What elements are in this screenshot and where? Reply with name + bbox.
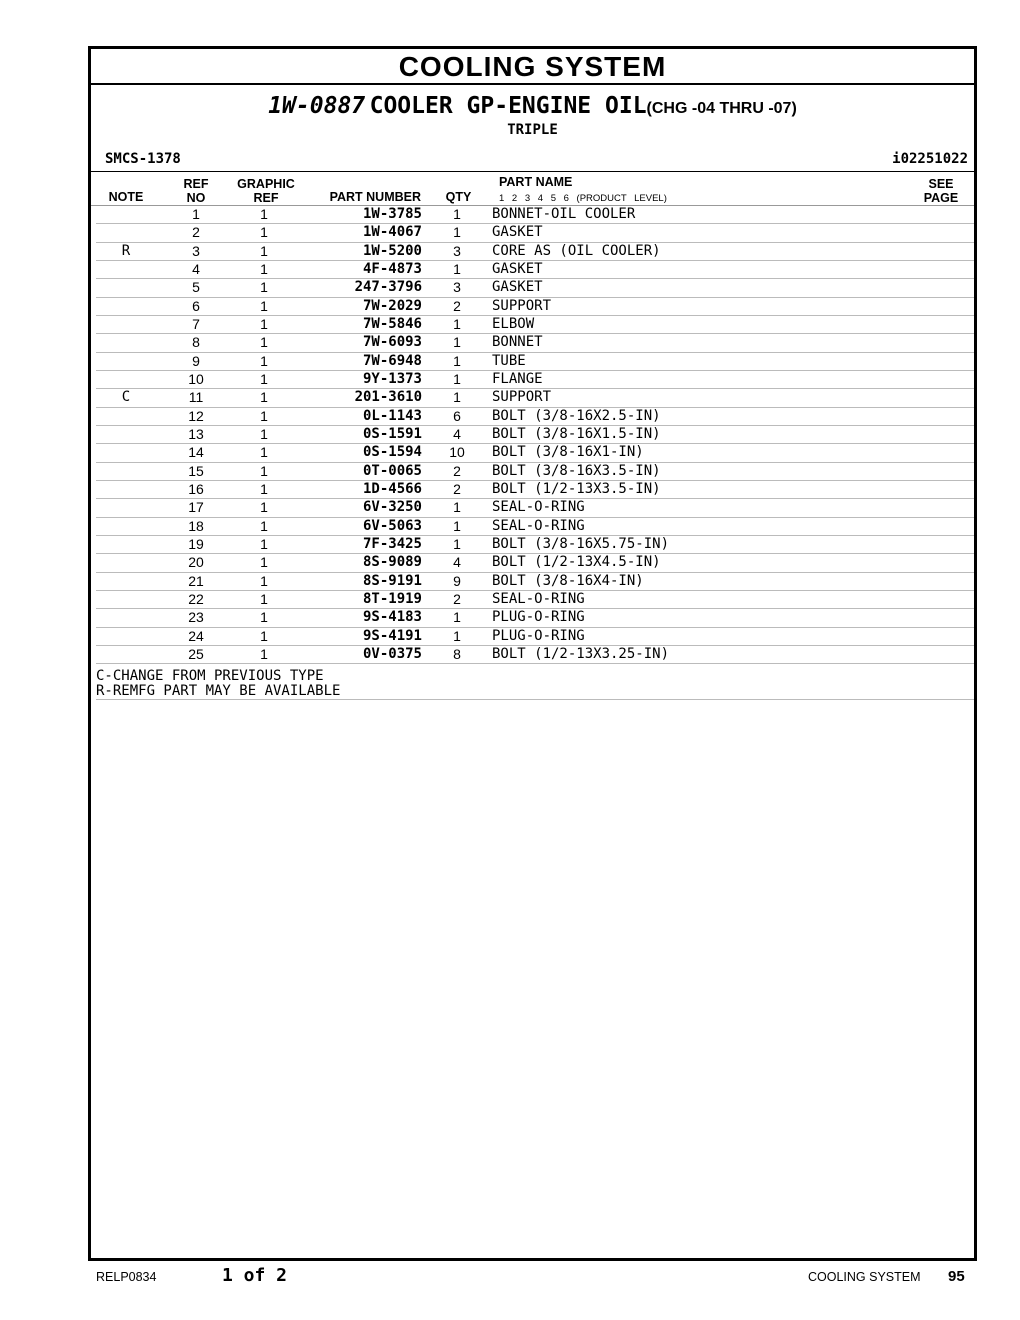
cell-note [96,535,156,553]
parts-table [96,206,974,664]
cell-qty: 2 [422,480,492,498]
cell-graphic-ref: 1 [236,425,292,443]
cell-part-name: SEAL-O-RING [492,499,974,517]
group-serial-range: (CHG -04 THRU -07) [646,100,797,117]
cell-graphic-ref: 1 [236,370,292,388]
cell-graphic-ref: 1 [236,352,292,370]
table-row [96,279,974,297]
cell-note [96,425,156,443]
table-row [96,260,974,278]
cell-part-name: BOLT (3/8-16X1-IN) [492,444,974,462]
cell-ref-no: 17 [156,499,236,517]
col-header-ref-bottom: NO [186,191,206,205]
col-header-ref-top: REF [183,177,209,191]
cell-note [96,590,156,608]
cell-ref-no: 22 [156,590,236,608]
cell-part-name: GASKET [492,279,974,297]
table-row [96,627,974,645]
cell-ref-no: 7 [156,315,236,333]
cell-graphic-ref: 1 [236,590,292,608]
footer-page-of: 1 of 2 [222,1265,288,1286]
cell-part-name: TUBE [492,352,974,370]
cell-graphic-ref: 1 [236,645,292,663]
group-number: 1W-0887 [268,93,366,119]
col-header-see-top: SEE [928,177,954,191]
cell-ref-no: 8 [156,334,236,352]
cell-part-name: CORE AS (OIL COOLER) [492,242,974,260]
cell-part-name: BONNET-OIL COOLER [492,206,974,224]
table-row [96,462,974,480]
legend-remfg: R-REMFG PART MAY BE AVAILABLE [96,683,341,699]
cell-part-name: BOLT (3/8-16X3.5-IN) [492,462,974,480]
cell-ref-no: 15 [156,462,236,480]
cell-ref-no: 13 [156,425,236,443]
cell-qty: 4 [422,554,492,572]
table-row [96,334,974,352]
cell-part-name: SUPPORT [492,297,974,315]
cell-part-number: 7W-5846 [292,315,422,333]
group-title [91,93,974,119]
cell-part-number: 6V-3250 [292,499,422,517]
cell-part-number: 7W-2029 [292,297,422,315]
cell-graphic-ref: 1 [236,242,292,260]
cell-part-name: SEAL-O-RING [492,517,974,535]
cell-note [96,297,156,315]
cell-part-number: 4F-4873 [292,260,422,278]
cell-part-name: SUPPORT [492,389,974,407]
cell-qty: 2 [422,297,492,315]
cell-part-number: 8S-9191 [292,572,422,590]
smcs-code: SMCS-1378 [105,151,181,167]
cell-qty: 3 [422,242,492,260]
table-row [96,554,974,572]
col-header-ref [156,177,236,205]
cell-note: R [96,242,156,260]
group-subtitle: TRIPLE [507,122,558,138]
cell-part-name: ELBOW [492,315,974,333]
cell-qty: 10 [422,444,492,462]
cell-part-number: 1W-3785 [292,206,422,224]
cell-qty: 1 [422,260,492,278]
cell-ref-no: 4 [156,260,236,278]
table-row [96,370,974,388]
cell-ref-no: 14 [156,444,236,462]
cell-graphic-ref: 1 [236,499,292,517]
cell-qty: 1 [422,315,492,333]
cell-part-number: 6V-5063 [292,517,422,535]
cell-part-name: BOLT (3/8-16X5.75-IN) [492,535,974,553]
cell-ref-no: 23 [156,609,236,627]
table-row [96,242,974,260]
cell-qty: 1 [422,224,492,242]
cell-note [96,224,156,242]
cell-part-name: BOLT (3/8-16X1.5-IN) [492,425,974,443]
cell-graphic-ref: 1 [236,627,292,645]
cell-qty: 1 [422,517,492,535]
cell-part-name: PLUG-O-RING [492,627,974,645]
table-row [96,352,974,370]
cell-part-number: 1D-4566 [292,480,422,498]
cell-part-number: 1W-4067 [292,224,422,242]
cell-graphic-ref: 1 [236,334,292,352]
cell-ref-no: 20 [156,554,236,572]
section-title: COOLING SYSTEM [91,49,974,85]
col-header-see-page [911,177,971,205]
cell-note [96,334,156,352]
table-row [96,389,974,407]
col-header-note: NOTE [108,190,144,204]
cell-graphic-ref: 1 [236,517,292,535]
cell-ref-no: 5 [156,279,236,297]
col-header-graphic-top: GRAPHIC [237,177,295,191]
cell-graphic-ref: 1 [236,260,292,278]
cell-note [96,627,156,645]
cell-part-name: BOLT (1/2-13X3.5-IN) [492,480,974,498]
group-name: COOLER GP-ENGINE OIL [369,93,647,119]
cell-ref-no: 9 [156,352,236,370]
cell-part-name: PLUG-O-RING [492,609,974,627]
cell-ref-no: 16 [156,480,236,498]
cell-qty: 2 [422,462,492,480]
cell-graphic-ref: 1 [236,535,292,553]
cell-part-number: 1W-5200 [292,242,422,260]
cell-graphic-ref: 1 [236,224,292,242]
cell-note [96,609,156,627]
product-level-scale: 1 2 3 4 5 6 (PRODUCT LEVEL) [499,193,667,204]
cell-ref-no: 11 [156,389,236,407]
cell-graphic-ref: 1 [236,407,292,425]
cell-qty: 1 [422,609,492,627]
cell-graphic-ref: 1 [236,462,292,480]
table-row [96,206,974,224]
cell-part-number: 0T-0065 [292,462,422,480]
cell-qty: 1 [422,535,492,553]
table-row [96,425,974,443]
table-row [96,535,974,553]
cell-graphic-ref: 1 [236,206,292,224]
cell-ref-no: 10 [156,370,236,388]
cell-part-number: 7W-6093 [292,334,422,352]
cell-graphic-ref: 1 [236,279,292,297]
cell-part-number: 9S-4191 [292,627,422,645]
cell-ref-no: 19 [156,535,236,553]
cell-note [96,572,156,590]
cell-part-number: 0S-1594 [292,444,422,462]
cell-note: C [96,389,156,407]
cell-part-name: BOLT (3/8-16X2.5-IN) [492,407,974,425]
cell-ref-no: 6 [156,297,236,315]
cell-part-number: 0S-1591 [292,425,422,443]
cell-qty: 1 [422,352,492,370]
cell-ref-no: 3 [156,242,236,260]
cell-ref-no: 18 [156,517,236,535]
cell-qty: 3 [422,279,492,297]
cell-qty: 9 [422,572,492,590]
cell-ref-no: 21 [156,572,236,590]
table-row [96,499,974,517]
cell-part-number: 8T-1919 [292,590,422,608]
table-row [96,517,974,535]
cell-part-number: 201-3610 [292,389,422,407]
cell-qty: 6 [422,407,492,425]
col-header-part-name: PART NAME [499,175,573,189]
col-header-graphic-ref [231,177,301,205]
cell-ref-no: 24 [156,627,236,645]
cell-graphic-ref: 1 [236,444,292,462]
cell-part-name: BOLT (3/8-16X4-IN) [492,572,974,590]
cell-graphic-ref: 1 [236,315,292,333]
cell-qty: 1 [422,627,492,645]
table-row [96,297,974,315]
footer-doc-id: RELP0834 [96,1270,157,1284]
cell-part-number: 9Y-1373 [292,370,422,388]
parts-table-body [96,206,974,664]
footer-page-number: 95 [948,1268,965,1285]
cell-ref-no: 2 [156,224,236,242]
cell-part-number: 9S-4183 [292,609,422,627]
table-row [96,407,974,425]
cell-part-number: 247-3796 [292,279,422,297]
cell-note [96,554,156,572]
illustration-id: i02251022 [892,151,968,167]
cell-ref-no: 25 [156,645,236,663]
cell-qty: 4 [422,425,492,443]
table-row [96,609,974,627]
table-row [96,444,974,462]
col-header-see-bottom: PAGE [923,191,959,205]
cell-graphic-ref: 1 [236,572,292,590]
cell-note [96,407,156,425]
table-row [96,315,974,333]
cell-graphic-ref: 1 [236,480,292,498]
cell-qty: 8 [422,645,492,663]
cell-ref-no: 1 [156,206,236,224]
cell-note [96,517,156,535]
table-row [96,590,974,608]
cell-part-name: FLANGE [492,370,974,388]
cell-note [96,462,156,480]
cell-graphic-ref: 1 [236,554,292,572]
cell-part-number: 7W-6948 [292,352,422,370]
legend-change: C-CHANGE FROM PREVIOUS TYPE [96,668,324,684]
col-header-qty: QTY [445,190,472,204]
col-header-part-number: PART NUMBER [329,190,421,204]
cell-qty: 1 [422,499,492,517]
notes-legend [96,669,974,700]
cell-part-name: BONNET [492,334,974,352]
cell-graphic-ref: 1 [236,297,292,315]
cell-note [96,645,156,663]
cell-part-number: 7F-3425 [292,535,422,553]
cell-part-number: 0L-1143 [292,407,422,425]
table-row [96,645,974,663]
cell-graphic-ref: 1 [236,609,292,627]
table-row [96,480,974,498]
cell-note [96,206,156,224]
header-divider [91,171,974,172]
cell-qty: 1 [422,206,492,224]
cell-note [96,260,156,278]
table-row [96,224,974,242]
cell-note [96,279,156,297]
cell-note [96,370,156,388]
cell-qty: 1 [422,370,492,388]
parts-page-frame [88,46,977,1261]
cell-ref-no: 12 [156,407,236,425]
cell-note [96,480,156,498]
cell-part-number: 8S-9089 [292,554,422,572]
footer-section: COOLING SYSTEM [808,1270,921,1284]
cell-note [96,315,156,333]
cell-qty: 2 [422,590,492,608]
cell-part-name: BOLT (1/2-13X3.25-IN) [492,645,974,663]
table-row [96,572,974,590]
cell-note [96,499,156,517]
cell-qty: 1 [422,334,492,352]
cell-qty: 1 [422,389,492,407]
cell-graphic-ref: 1 [236,389,292,407]
cell-part-name: GASKET [492,224,974,242]
col-header-graphic-bottom: REF [253,191,279,205]
cell-part-number: 0V-0375 [292,645,422,663]
cell-part-name: GASKET [492,260,974,278]
cell-note [96,444,156,462]
cell-part-name: BOLT (1/2-13X4.5-IN) [492,554,974,572]
cell-part-name: SEAL-O-RING [492,590,974,608]
cell-note [96,352,156,370]
